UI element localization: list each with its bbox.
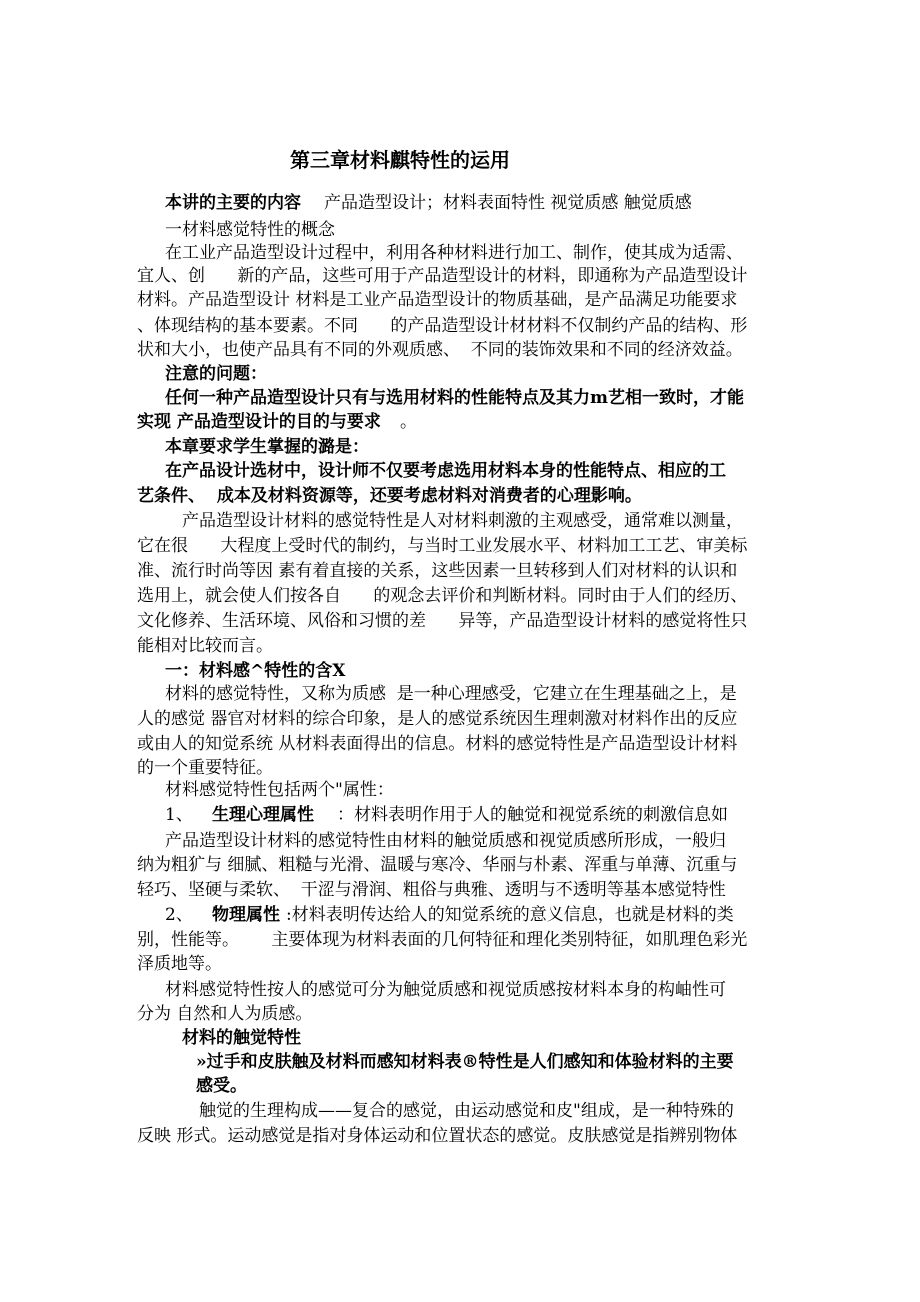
text-line: 感受。 [196, 1076, 247, 1096]
text-line: 或由人的知觉系统 从材料表面得出的信息。材料的感觉特性是产品造型设计材料 [137, 734, 738, 754]
text-line: 在产品设计选材中，设计师不仅要考虑选用材料本身的性能特点、相应的工 [165, 461, 726, 481]
text-line: »过手和皮肤触及材料而感知材料表®特性是人们感知和体验材料的主要 [196, 1052, 734, 1072]
text-line: 产品造型设计材料的感觉特性是人对材料刺激的主观感受，通常难以测量， [182, 511, 743, 531]
text-line: :材料表明传达给人的知觉系统的意义信息，也就是材料的类 [286, 905, 734, 925]
text-line: 、体现结构的基本要素。不同 的产品造型设计材材料不仅制约产品的结构、形 [137, 316, 748, 336]
text-line: 状和大小，也使产品具有不同的外观质感、 不同的装饰效果和不同的经济效益。 [137, 340, 743, 360]
page-title: 第三章材料麒特性的运用 [290, 148, 510, 172]
text-line: 。 [400, 412, 417, 432]
list-number: 1、 [165, 805, 193, 825]
text-line: 触觉的生理构成——复合的感觉，由运动感觉和皮"组成，是一种特殊的 [199, 1101, 734, 1121]
text-line: 艺条件、 成本及材料资源等，还要考虑材料对消费者的心理影响。 [137, 486, 642, 506]
text-line: 材料。产品造型设计 材料是工业产品造型设计的物质基础，是产品满足功能要求 [137, 290, 738, 310]
list-number: 2、 [165, 905, 193, 925]
text-line: 人的感觉 器官对材料的综合印象，是人的感觉系统因生理刺激对材料作出的反应 [137, 709, 738, 729]
text-line: 准、流行时尚等因 素有着直接的关系，这些因素一旦转移到人们对材料的认识和 [137, 561, 738, 581]
section-label: 本讲的主要的内容 [165, 193, 301, 213]
text-line: 分为 自然和人为质感。 [137, 1004, 313, 1024]
text-line: 宜人、创 新的产品，这些可用于产品造型设计的材料，即通称为产品造型设计 [137, 266, 748, 286]
text-line: 它在很 大程度上受时代的制约，与当时工业发展水平、材料加工工艺、审美标 [137, 536, 748, 556]
text-line: 选用上，就会使人们按各自 的观念去评价和判断材料。同时由于人们的经历、 [137, 586, 748, 606]
list-term: 物理属性 [212, 905, 280, 925]
text-line: 产品造型设计；材料表面特性 视觉质感 触觉质感 [324, 193, 692, 213]
text-line: ：材料表明作用于人的触觉和视觉系统的刺激信息如 [337, 805, 728, 825]
section-heading: 材料的触觉特性 [182, 1028, 301, 1048]
section-label: 注意的问题： [165, 364, 267, 384]
text-line: 文化修养、生活环境、风俗和习惯的差 异等，产品造型设计材料的感觉将性只 [137, 611, 748, 631]
section-heading: 一：材料感^特性的含X [165, 661, 346, 681]
text-line: 材料感觉特性按人的感觉可分为触觉质感和视觉质感按材料本身的构岫性可 [165, 980, 726, 1000]
text-line: 别，性能等。 主要体现为材料表面的几何特征和理化类别特征，如肌理色彩光 [137, 930, 748, 950]
text-line: 泽质地等。 [137, 954, 222, 974]
text-line: 在工业产品造型设计过程中，利用各种材料进行加工、制作，使其成为适需、 [165, 243, 743, 263]
text-line: 一材料感觉特性的概念 [165, 220, 335, 240]
text-line: 能相对比较而言。 [137, 636, 273, 656]
section-label: 本章要求学生掌握的潞是： [165, 437, 369, 457]
text-line: 产品造型设计材料的感觉特性由材料的触觉质感和视觉质感所形成，一般归 [165, 831, 726, 851]
text-line: 材料感觉特性包括两个"属性： [165, 780, 394, 800]
text-line: 轻巧、坚硬与柔软、 干涩与滑润、粗俗与典雅、透明与不透明等基本感觉特性 [137, 880, 726, 900]
text-line: 实现 产品造型设计的目的与要求 [137, 412, 381, 432]
text-line: 反映 形式。运动感觉是指对身体运动和位置状态的感觉。皮肤感觉是指辨别物体 [137, 1126, 738, 1146]
text-line: 材料的感觉特性，又称为质感 是一种心理感受，它建立在生理基础之上，是 [165, 684, 737, 704]
list-term: 生理心理属性 [212, 805, 314, 825]
text-line: 任何一种产品造型设计只有与选用材料的性能特点及其力m艺相一致时，才能 [165, 388, 744, 408]
text-line: 纳为粗犷与 细腻、粗糙与光滑、温暖与寒冷、华丽与朴素、浑重与单薄、沉重与 [137, 855, 738, 875]
text-line: 的一个重要特征。 [137, 758, 273, 778]
